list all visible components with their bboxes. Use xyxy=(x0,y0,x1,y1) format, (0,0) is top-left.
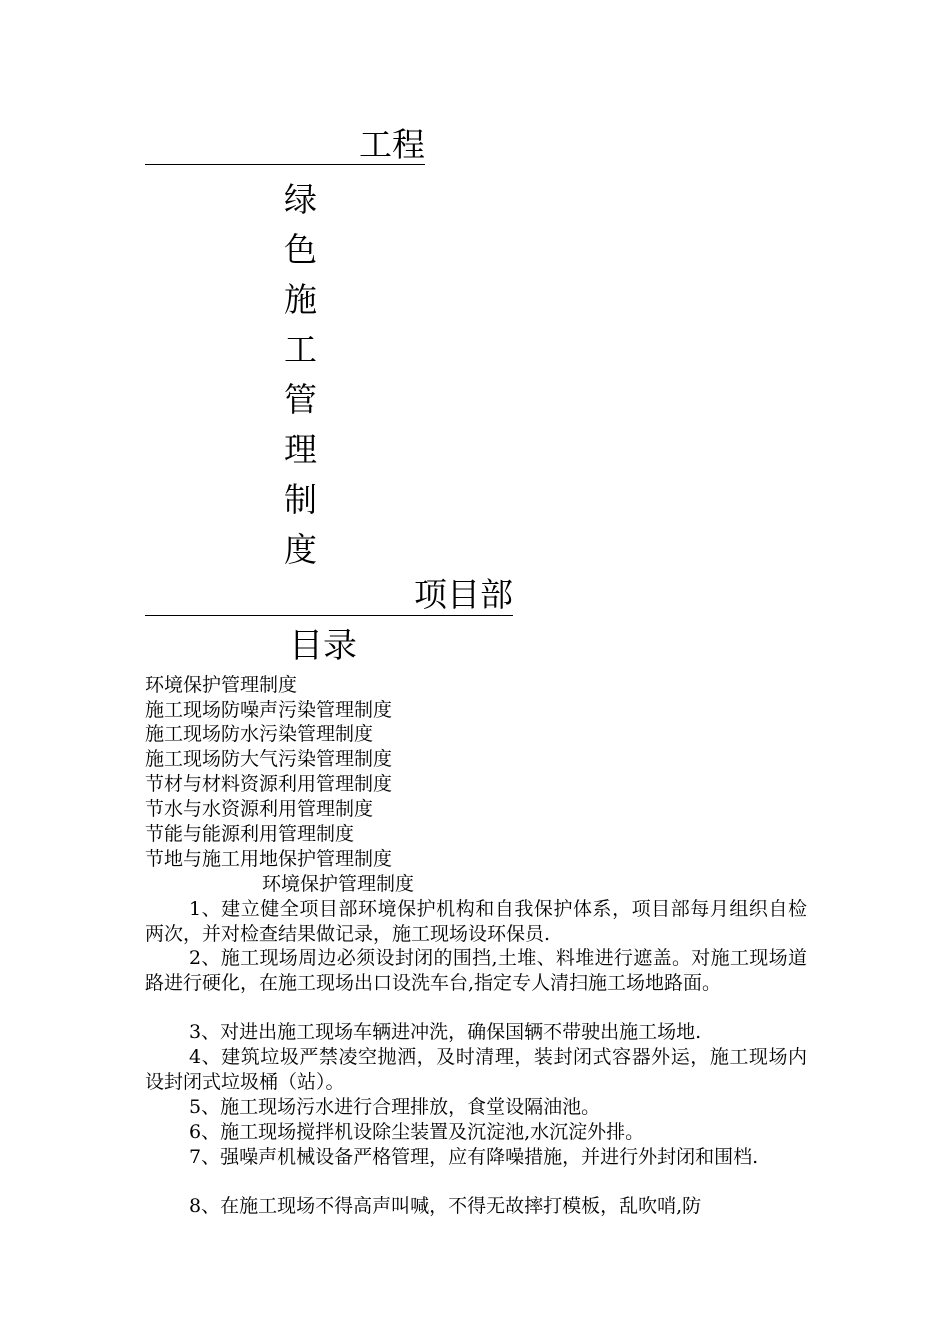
vertical-title-char: 理 xyxy=(284,430,317,469)
department-name: 项目部 xyxy=(414,575,513,614)
vertical-title-char: 工 xyxy=(284,330,317,369)
section-title: 环境保护管理制度 xyxy=(262,873,415,895)
toc-item: 节水与水资源利用管理制度 xyxy=(145,798,374,820)
toc-item: 节材与材料资源利用管理制度 xyxy=(145,773,393,795)
paragraph: 3、对进出施工现场车辆进冲洗，确保国辆不带驶出施工场地. xyxy=(189,1021,702,1043)
department-line xyxy=(145,574,513,616)
vertical-title-char: 度 xyxy=(284,530,317,569)
toc-item: 节地与施工用地保护管理制度 xyxy=(145,848,393,870)
toc-item: 施工现场防水污染管理制度 xyxy=(145,723,374,745)
vertical-title-char: 施 xyxy=(284,280,317,319)
paragraph: 1、建立健全项目部环境保护机构和自我保护体系，项目部每月组织自检两次，并对检查结果做记录，施工现场设环保员. xyxy=(145,898,807,945)
vertical-title-char: 制 xyxy=(284,480,317,519)
paragraph: 8、在施工现场不得高声叫喊，不得无故摔打模板，乱吹哨,防 xyxy=(189,1195,702,1217)
paragraph: 2、施工现场周边必须设封闭的围挡,土堆、料堆进行遮盖。对施工现场道路进行硬化，在施工现场出口设洗车台,指定专人清扫施工场地路面。 xyxy=(145,947,807,994)
project-title: 工程 xyxy=(359,125,425,164)
project-title-line xyxy=(145,125,425,165)
paragraph: 5、施工现场污水进行合理排放，食堂设隔油池。 xyxy=(189,1096,601,1118)
vertical-title-char: 色 xyxy=(284,230,317,269)
toc-item: 施工现场防大气污染管理制度 xyxy=(145,748,393,770)
paragraph: 4、建筑垃圾严禁凌空抛洒，及时清理，装封闭式容器外运，施工现场内设封闭式垃圾桶（站）。 xyxy=(145,1046,807,1093)
toc-item: 施工现场防噪声污染管理制度 xyxy=(145,699,393,721)
toc-item: 节能与能源利用管理制度 xyxy=(145,823,355,845)
paragraph: 6、施工现场搅拌机设除尘装置及沉淀池,水沉淀外排。 xyxy=(189,1121,645,1143)
toc-heading: 目录 xyxy=(289,626,357,666)
vertical-title-char: 管 xyxy=(284,380,317,419)
toc-item: 环境保护管理制度 xyxy=(145,674,298,696)
vertical-title-char: 绿 xyxy=(284,180,317,219)
paragraph: 7、强噪声机械设备严格管理，应有降噪措施，并进行外封闭和围档. xyxy=(189,1146,759,1168)
